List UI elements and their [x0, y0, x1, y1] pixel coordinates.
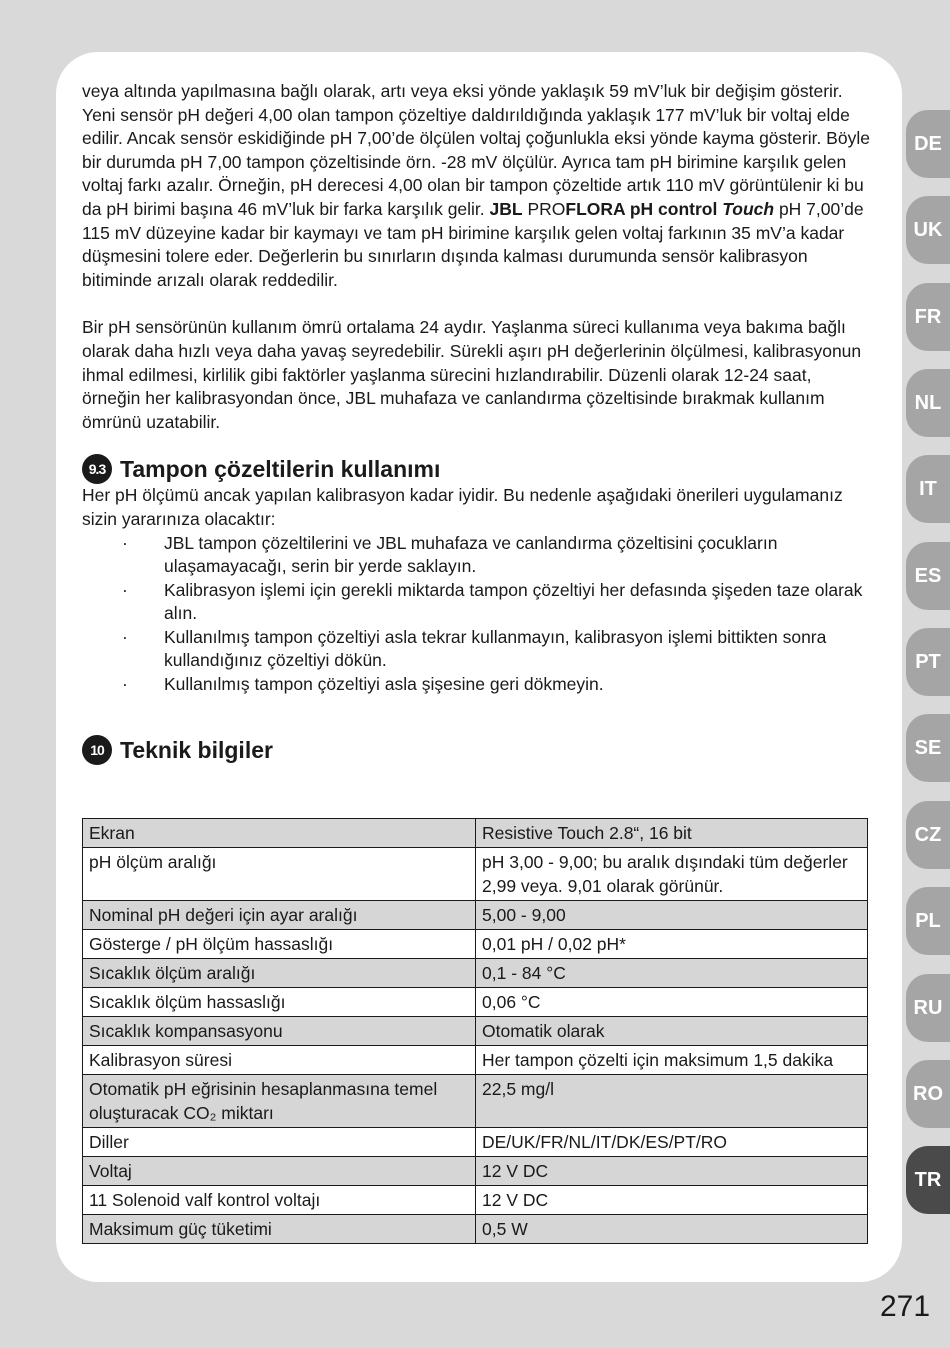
table-row	[83, 1046, 868, 1075]
brand-flora: FLORA pH control	[565, 198, 723, 219]
section-number-badge: 9.3	[82, 454, 112, 484]
spec-value: Her tampon çözelti için maksimum 1,5 dakika	[476, 1046, 868, 1075]
spec-value: 5,00 - 9,00	[476, 901, 868, 930]
spec-value: 0,01 pH / 0,02 pH*	[476, 930, 868, 959]
table-row	[83, 819, 868, 848]
tab-tr[interactable]: TR	[906, 1146, 950, 1214]
tab-pl[interactable]: PL	[906, 887, 950, 955]
list-item	[82, 626, 872, 673]
tab-ro[interactable]: RO	[906, 1060, 950, 1128]
table-row	[83, 848, 868, 901]
table-row	[83, 1075, 868, 1128]
list-item	[82, 532, 872, 579]
bullet-icon: ·	[122, 579, 128, 600]
paragraph-sensor-lifetime: Bir pH sensörünün kullanım ömrü ortalama 24 aydır. Yaşlanma süreci kullanıma veya bakıma bağlı olarak daha hızlı veya daha yavaş seyredebilir. Sürekli aşırı pH değerlerinin ölçülmesi, kalibrasyonun ihmal edilmesi, kirlilik gibi faktörler yaşlanma sürecini hızlandırabilir. Düzenli olarak 12-24 saat, örneğin her kalibrasyondan önce, JBL muhafaza ve canlandırma çözeltisinde bırakmak kullanım ömrünü uzatabilir.	[82, 317, 862, 432]
list-item-text: JBL tampon çözeltilerini ve JBL muhafaza ve canlandırma çözeltisini çocukların ulaşamayacağı, serin bir yerde saklayın.	[164, 532, 778, 577]
tab-fr[interactable]: FR	[906, 283, 950, 351]
table-row	[83, 1157, 868, 1186]
spec-value: Otomatik olarak	[476, 1017, 868, 1046]
spec-value: 12 V DC	[476, 1186, 868, 1215]
spec-value: DE/UK/FR/NL/IT/DK/ES/PT/RO	[476, 1128, 868, 1157]
brand-touch: Touch	[722, 198, 775, 219]
spec-table	[82, 818, 868, 1244]
spec-value: 22,5 mg/l	[476, 1075, 868, 1128]
tab-ru[interactable]: RU	[906, 974, 950, 1042]
section-intro: Her pH ölçümü ancak yapılan kalibrasyon kadar iyidir. Bu nedenle aşağıdaki önerileri uygulamanız sizin yararınıza olacaktır:	[82, 485, 843, 529]
section-heading-buffer	[82, 454, 872, 484]
bullet-icon: ·	[122, 674, 128, 695]
spec-label: Gösterge / pH ölçüm hassaslığı	[83, 930, 476, 959]
spec-label: Diller	[83, 1128, 476, 1157]
paragraph-sensor-drift	[82, 80, 872, 292]
page-number: 271	[880, 1290, 931, 1323]
paragraph-text: veya altında yapılmasına bağlı olarak, artı veya eksi yönde yaklaşık 59 mV’luk bir değişim gösterir. Yeni sensör pH değeri 4,00 olan tampon çözeltiye daldırıldığında yaklaşık 177 mV’luk bir voltaj elde edilir. Ancak sensör eskidiğinde pH 7,00’de ölçülen voltaj çoğunlukla eksi yönde kayma gösterir. Böyle bir durumda pH 7,00 tampon çözeltisinde örn. -28 mV ölçülür. Ayrıca tam pH birimine karşılık gelen voltaj farkı azalır. Örneğin, pH derecesi 4,00 olan bir tampon çözeltide artık 110 mV görüntülenir ki bu da pH birimi başına 46 mV’luk bir farka karşılık gelir.	[82, 81, 870, 219]
table-row	[83, 1017, 868, 1046]
spec-value: 0,1 - 84 °C	[476, 959, 868, 988]
section-title: Teknik bilgiler	[120, 736, 273, 763]
paragraph-text-end: pH 7,00’de 115 mV düzeyine kadar bir kaymayı ve tam pH birimine karşılık gelen voltaj farkının 35 mV’a kadar düşmesini tolere eder. Değerlerin bu sınırların dışında kalması durumunda sensör kalibrasyon bitiminde arızalı olarak reddedilir.	[82, 198, 864, 290]
spec-label: Kalibrasyon süresi	[83, 1046, 476, 1075]
recommendation-list	[82, 532, 872, 697]
spec-label: Ekran	[83, 819, 476, 848]
section-heading-technical	[82, 735, 872, 765]
tab-uk[interactable]: UK	[906, 196, 950, 264]
spec-label: Maksimum güç tüketimi	[83, 1215, 476, 1244]
list-item-text: Kalibrasyon işlemi için gerekli miktarda tampon çözeltiyi her defasında şişeden taze olarak alın.	[164, 579, 863, 624]
bullet-icon: ·	[122, 626, 128, 647]
brand-jbl: JBL	[489, 198, 523, 219]
spec-label: Sıcaklık ölçüm hassaslığı	[83, 988, 476, 1017]
list-item	[82, 673, 872, 697]
table-row	[83, 1186, 868, 1215]
spec-value: 0,06 °C	[476, 988, 868, 1017]
tab-nl[interactable]: NL	[906, 369, 950, 437]
language-tabs	[904, 0, 950, 1348]
spec-value: 12 V DC	[476, 1157, 868, 1186]
list-item	[82, 579, 872, 626]
spec-label: Voltaj	[83, 1157, 476, 1186]
spec-label: Sıcaklık ölçüm aralığı	[83, 959, 476, 988]
tab-es[interactable]: ES	[906, 542, 950, 610]
spec-label: Otomatik pH eğrisinin hesaplanmasına temel oluşturacak CO₂ miktarı	[83, 1075, 476, 1128]
tab-se[interactable]: SE	[906, 714, 950, 782]
table-row	[83, 1215, 868, 1244]
list-item-text: Kullanılmış tampon çözeltiyi asla tekrar kullanmayın, kalibrasyon işlemi bittikten sonra kullandığınız çözeltiyi dökün.	[164, 626, 827, 671]
main-content	[82, 80, 872, 765]
table-row	[83, 959, 868, 988]
section-number-badge: 10	[82, 735, 112, 765]
spec-value: Resistive Touch 2.8“, 16 bit	[476, 819, 868, 848]
spec-label: Nominal pH değeri için ayar aralığı	[83, 901, 476, 930]
spec-label: 11 Solenoid valf kontrol voltajı	[83, 1186, 476, 1215]
table-row	[83, 930, 868, 959]
spec-label: pH ölçüm aralığı	[83, 848, 476, 901]
table-row	[83, 1128, 868, 1157]
table-row	[83, 988, 868, 1017]
table-row	[83, 901, 868, 930]
section-title: Tampon çözeltilerin kullanımı	[120, 456, 441, 483]
tab-de[interactable]: DE	[906, 110, 950, 178]
spec-value: pH 3,00 - 9,00; bu aralık dışındaki tüm değerler 2,99 veya. 9,01 olarak görünür.	[476, 848, 868, 901]
tab-it[interactable]: IT	[906, 455, 950, 523]
bullet-icon: ·	[122, 532, 128, 553]
spec-value: 0,5 W	[476, 1215, 868, 1244]
spec-label: Sıcaklık kompansasyonu	[83, 1017, 476, 1046]
tab-pt[interactable]: PT	[906, 628, 950, 696]
tab-cz[interactable]: CZ	[906, 801, 950, 869]
brand-pro: PRO	[522, 198, 566, 219]
list-item-text: Kullanılmış tampon çözeltiyi asla şişesine geri dökmeyin.	[164, 674, 604, 695]
